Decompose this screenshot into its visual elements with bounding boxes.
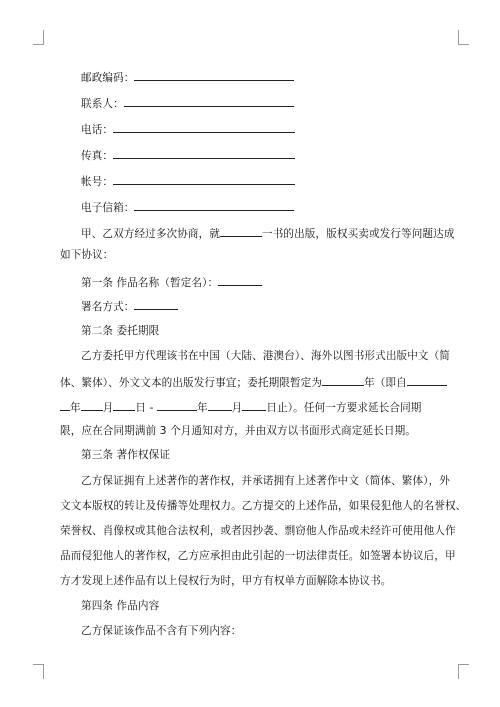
article-3-line-2: 文文本版权的转让及传播等处理权力。乙方提交的上述作品，如果侵犯他人的名誉权、 [60, 500, 467, 512]
article-3-line-1: 乙方保证拥有上述著作的著作权，并承诺拥有上述著作中文（简体、繁体），外 [81, 475, 450, 487]
account-blank[interactable] [113, 173, 295, 185]
article-2-line-1: 乙方委托甲方代理该书在中国（大陆、港澳台）、海外以图书形式出版中文（简 [81, 350, 450, 362]
corner-mark-bottom-left [33, 664, 44, 679]
article-2-title: 第二条 委托期限 [81, 325, 160, 337]
phone-field [81, 121, 295, 137]
field-label: 邮政编码： [81, 72, 135, 84]
start-year-blank-b[interactable] [60, 399, 70, 411]
contact-person-blank[interactable] [124, 95, 294, 107]
corner-mark-bottom-right [458, 664, 469, 679]
period-years-blank[interactable] [322, 374, 364, 386]
end-year-blank[interactable] [157, 399, 197, 411]
field-label: 传真： [81, 150, 114, 162]
field-label: 联系人： [81, 98, 124, 110]
article-3-title: 第三条 著作权保证 [81, 449, 171, 461]
article-3-line-4: 品而侵犯他人的著作权，乙方应承担由此引起的一切法律责任。如签署本协议后，甲 [60, 550, 456, 562]
article-4-line-1: 乙方保证该作品不含有下列内容： [81, 625, 242, 637]
postal-code-blank[interactable] [134, 69, 294, 81]
article-1-title: 第一条 作品名称（暂定名）： [81, 274, 262, 290]
fax-blank[interactable] [113, 147, 295, 159]
book-title-blank[interactable] [220, 225, 262, 237]
phone-blank[interactable] [113, 121, 295, 133]
article-4-title: 第四条 作品内容 [81, 600, 160, 612]
work-name-blank[interactable] [218, 274, 262, 286]
article-2-line-3: 年 月 日 - 年 月 日止）。任何一方要求延长合同期 [60, 399, 421, 415]
intro-line-1: 甲、乙双方经过多次协商，就 一书的出版，版权买卖或发行等问题达成 [81, 225, 455, 241]
corner-mark-top-left [33, 30, 44, 45]
postal-code-field [81, 69, 294, 85]
corner-mark-top-right [458, 30, 469, 45]
signature-method-field: 署名方式： [81, 298, 178, 314]
start-year-blank-a[interactable] [407, 374, 447, 386]
email-field [81, 199, 294, 215]
article-3-line-3: 荣誉权、肖像权或其他合法权利，或者因抄袭、剽窃他人作品或未经许可使用他人作 [60, 525, 456, 537]
fax-field [81, 147, 295, 163]
article-3-line-5: 方才发现上述作品有以上侵权行为时，甲方有权单方面解除本协议书。 [60, 575, 392, 587]
field-label: 帐号： [81, 176, 114, 188]
signature-method-blank[interactable] [134, 298, 178, 310]
start-month-blank[interactable] [81, 399, 103, 411]
end-day-blank[interactable] [242, 399, 266, 411]
field-label: 电话： [81, 124, 114, 136]
email-blank[interactable] [134, 199, 294, 211]
account-field [81, 173, 295, 189]
end-month-blank[interactable] [208, 399, 232, 411]
start-day-blank[interactable] [113, 399, 135, 411]
field-label: 电子信箱： [81, 202, 135, 214]
article-2-line-2: 体、繁体）、外文文本的出版发行事宜；委托期限暂定为 年（即自 [60, 374, 447, 390]
article-2-line-4: 限，应在合同期满前 3 个月通知对方，并由双方以书面形式商定延长日期。 [60, 425, 416, 437]
intro-line-2: 如下协议： [60, 249, 114, 261]
contact-person-field [81, 95, 294, 111]
